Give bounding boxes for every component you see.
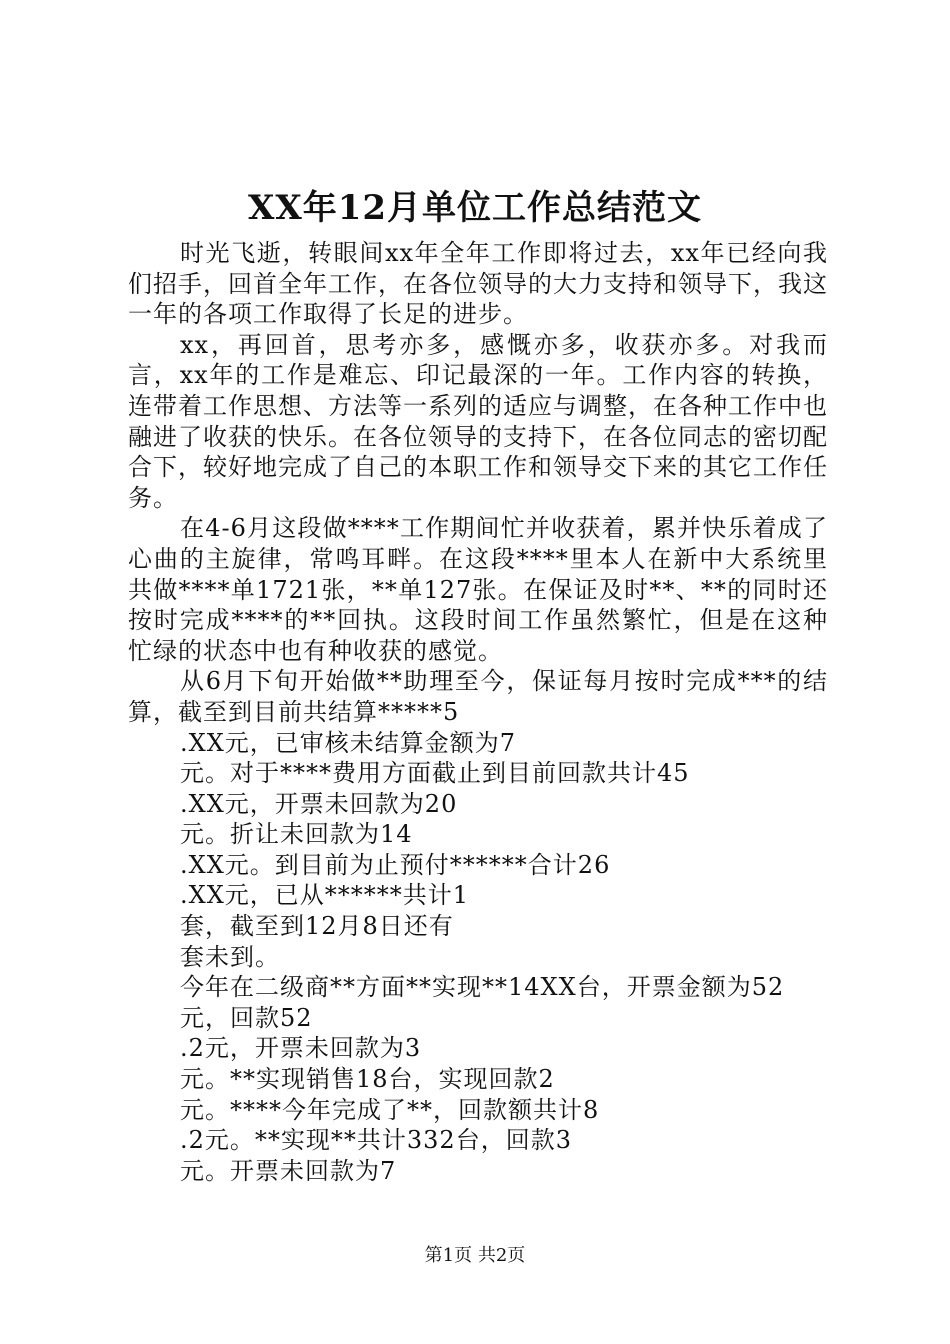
- text-line: .2元。**实现**共计332台，回款3: [180, 1126, 572, 1155]
- paragraph-april-june: 在4-6月这段做****工作期间忙并收获着，累并快乐着成了心曲的主旋律，常鸣耳畔。在这段****里本人在新中大系统里共做****单1721张，**单127张。在保证及时**、**的同时还按时完成****的**回执。这段时间工作虽然繁忙，但是在这种忙绿的状态中也有种收获的感觉。: [128, 514, 828, 665]
- text-line: 元，回款52: [180, 1003, 313, 1032]
- text-line: .XX元，已审核未结算金额为7: [180, 728, 517, 757]
- text-line: 元。折让未回款为14: [180, 820, 413, 849]
- document-body: [128, 238, 828, 1186]
- text-line: 套未到。: [180, 942, 280, 971]
- document-title: XX年12月单位工作总结范文: [247, 188, 703, 228]
- text-line: 元。开票未回款为7: [180, 1156, 397, 1185]
- text-line: 今年在二级商**方面**实现**14XX台，开票金额为52: [180, 973, 785, 1002]
- text-line: 元。对于****费用方面截止到目前回款共计45: [180, 759, 690, 788]
- text-line: .XX元，已从******共计1: [180, 881, 470, 910]
- text-line: .XX元。到目前为止预付******合计26: [180, 850, 611, 879]
- text-line: 套，截至到12月8日还有: [180, 912, 454, 941]
- paragraph-intro: 时光飞逝，转眼间xx年全年工作即将过去，xx年已经向我们招手，回首全年工作，在各位领导的大力支持和领导下，我这一年的各项工作取得了长足的进步。: [128, 239, 828, 329]
- text-line: 元。****今年完成了**，回款额共计8: [180, 1095, 600, 1124]
- text-line: 元。**实现销售18台，实现回款2: [180, 1065, 555, 1094]
- paragraph-reflection: xx，再回首，思考亦多，感慨亦多，收获亦多。对我而言，xx年的工作是难忘、印记最深的一年。工作内容的转换，连带着工作思想、方法等一系列的适应与调整，在各种工作中也融进了收获的快乐。在各位领导的支持下，在各位同志的密切配合下，较好地完成了自己的本职工作和领导交下来的其它工作任务。: [128, 330, 828, 512]
- paragraph-june-onward: 从6月下旬开始做**助理至今，保证每月按时完成***的结算，截至到目前共结算*****5: [128, 667, 828, 726]
- text-line: .XX元，开票未回款为20: [180, 789, 458, 818]
- page-number-footer: 第1页 共2页: [424, 1245, 526, 1266]
- text-line: .2元，开票未回款为3: [180, 1034, 422, 1063]
